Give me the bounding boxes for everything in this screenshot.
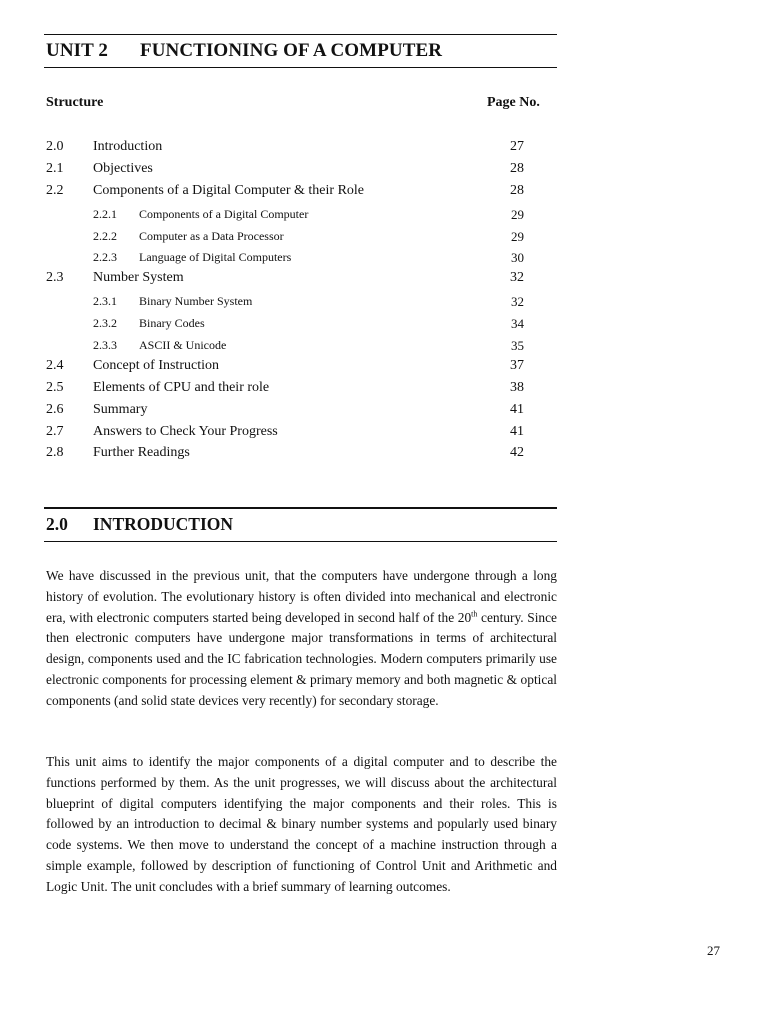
toc-section-title: Further Readings bbox=[93, 445, 190, 461]
unit-heading-underline bbox=[44, 67, 557, 68]
toc-section-number: 2.8 bbox=[46, 445, 64, 461]
toc-section-title: Computer as a Data Processor bbox=[139, 228, 284, 243]
toc-page-number: 28 bbox=[510, 160, 524, 176]
unit-label: UNIT 2 bbox=[46, 40, 109, 61]
toc-section-title: Binary Number System bbox=[139, 294, 253, 309]
toc-page-number: 30 bbox=[511, 250, 524, 266]
toc-section-title: Introduction bbox=[93, 139, 163, 154]
toc-page-number: 27 bbox=[510, 139, 524, 154]
toc-section-title: Concept of Instruction bbox=[93, 357, 219, 373]
toc-section-title: Elements of CPU and their role bbox=[93, 379, 270, 395]
page-number: 27 bbox=[707, 943, 720, 958]
toc-section-number: 2.7 bbox=[46, 423, 64, 439]
section-top-rule bbox=[44, 507, 557, 509]
toc-row bbox=[46, 224, 526, 246]
toc-row bbox=[46, 136, 526, 158]
toc-section-title: Components of a Digital Computer & their Role bbox=[93, 182, 365, 198]
toc-row bbox=[46, 399, 526, 421]
toc-page-number: 29 bbox=[511, 228, 524, 244]
paragraph-1-text: We have discussed in the previous unit, that the computers have undergone through a long history of evolution. The evolutionary history is often divided into mechanical and electronic era, with electronic computers started being developed in second half of the 20 bbox=[46, 568, 557, 625]
toc-row bbox=[46, 180, 526, 202]
toc-section-number: 2.3 bbox=[46, 270, 64, 286]
toc-section-number: 2.2 bbox=[46, 182, 64, 198]
toc-section-number: 2.6 bbox=[46, 401, 64, 417]
toc-page-number: 42 bbox=[510, 445, 524, 461]
toc-section-number: 2.1 bbox=[46, 160, 64, 176]
page-no-label: Page No. bbox=[487, 95, 540, 110]
toc-section-number: 2.3.3 bbox=[93, 338, 117, 353]
table-of-contents bbox=[46, 136, 526, 464]
toc-section-title: Language of Digital Computers bbox=[139, 250, 292, 265]
toc-row bbox=[46, 421, 526, 443]
section-number: 2.0 bbox=[46, 514, 68, 534]
intro-paragraph-2: This unit aims to identify the major components of a digital computer and to describe the functions performed by them. As the unit progresses, we will discuss about the architectural blueprint of digital computers identifying the major components and their roles. This is followed by an introduction to decimal & binary number systems and popularly used binary code systems. We then move to understand the concept of a machine instruction through a simple example, followed by description of functioning of Control Unit and Arithmetic and Logic Unit. The unit concludes with a brief summary of learning outcomes. bbox=[46, 754, 557, 894]
toc-section-number: 2.0 bbox=[46, 139, 64, 154]
ordinal-suffix: th bbox=[471, 609, 478, 619]
toc-page-number: 41 bbox=[510, 401, 524, 417]
section-heading bbox=[46, 514, 233, 535]
toc-page-number: 29 bbox=[511, 206, 524, 222]
toc-page-number: 32 bbox=[510, 270, 524, 286]
top-rule bbox=[44, 34, 557, 35]
toc-section-title: Objectives bbox=[93, 160, 153, 176]
toc-page-number: 37 bbox=[510, 357, 524, 373]
toc-section-title: Binary Codes bbox=[139, 316, 205, 331]
toc-section-title: Answers to Check Your Progress bbox=[93, 423, 278, 439]
toc-row bbox=[46, 333, 526, 355]
toc-section-title: Number System bbox=[93, 270, 184, 286]
unit-title: FUNCTIONING OF A COMPUTER bbox=[140, 40, 443, 61]
toc-page-number: 41 bbox=[510, 423, 524, 439]
toc-section-title: ASCII & Unicode bbox=[139, 338, 227, 353]
toc-section-number: 2.5 bbox=[46, 379, 64, 395]
section-title: INTRODUCTION bbox=[93, 514, 234, 534]
unit-heading bbox=[46, 40, 442, 62]
toc-row bbox=[46, 289, 526, 311]
toc-section-number: 2.2.3 bbox=[93, 250, 117, 265]
toc-section-number: 2.3.1 bbox=[93, 294, 117, 309]
toc-row bbox=[46, 377, 526, 399]
toc-page-number: 32 bbox=[511, 294, 524, 310]
toc-page-number: 35 bbox=[511, 338, 524, 354]
paragraph-1-text-cont: century. Since then electronic computers have undergone major transformations in terms of architectural design, components used and the IC fabrication technologies. Modern computers primarily use electronic components for processing element & primary memory and both magnetic & optical components (and solid state devices very recently) for secondary storage. bbox=[46, 609, 558, 708]
toc-row bbox=[46, 442, 526, 464]
toc-row bbox=[46, 202, 526, 224]
toc-row bbox=[46, 158, 526, 180]
toc-page-number: 38 bbox=[510, 379, 524, 395]
toc-row bbox=[46, 311, 526, 333]
toc-section-number: 2.2.1 bbox=[93, 206, 117, 221]
toc-page-number: 28 bbox=[510, 182, 524, 198]
toc-page-number: 34 bbox=[511, 316, 524, 332]
toc-section-number: 2.4 bbox=[46, 357, 64, 373]
toc-row bbox=[46, 355, 526, 377]
toc-row bbox=[46, 245, 526, 267]
toc-section-number: 2.2.2 bbox=[93, 228, 117, 243]
toc-section-title: Components of a Digital Computer bbox=[139, 206, 309, 221]
section-bottom-rule bbox=[44, 541, 557, 542]
structure-label: Structure bbox=[46, 95, 104, 110]
toc-section-title: Summary bbox=[93, 401, 148, 417]
toc-section-number: 2.3.2 bbox=[93, 316, 117, 331]
intro-paragraph-1 bbox=[46, 566, 557, 712]
toc-row bbox=[46, 267, 526, 289]
